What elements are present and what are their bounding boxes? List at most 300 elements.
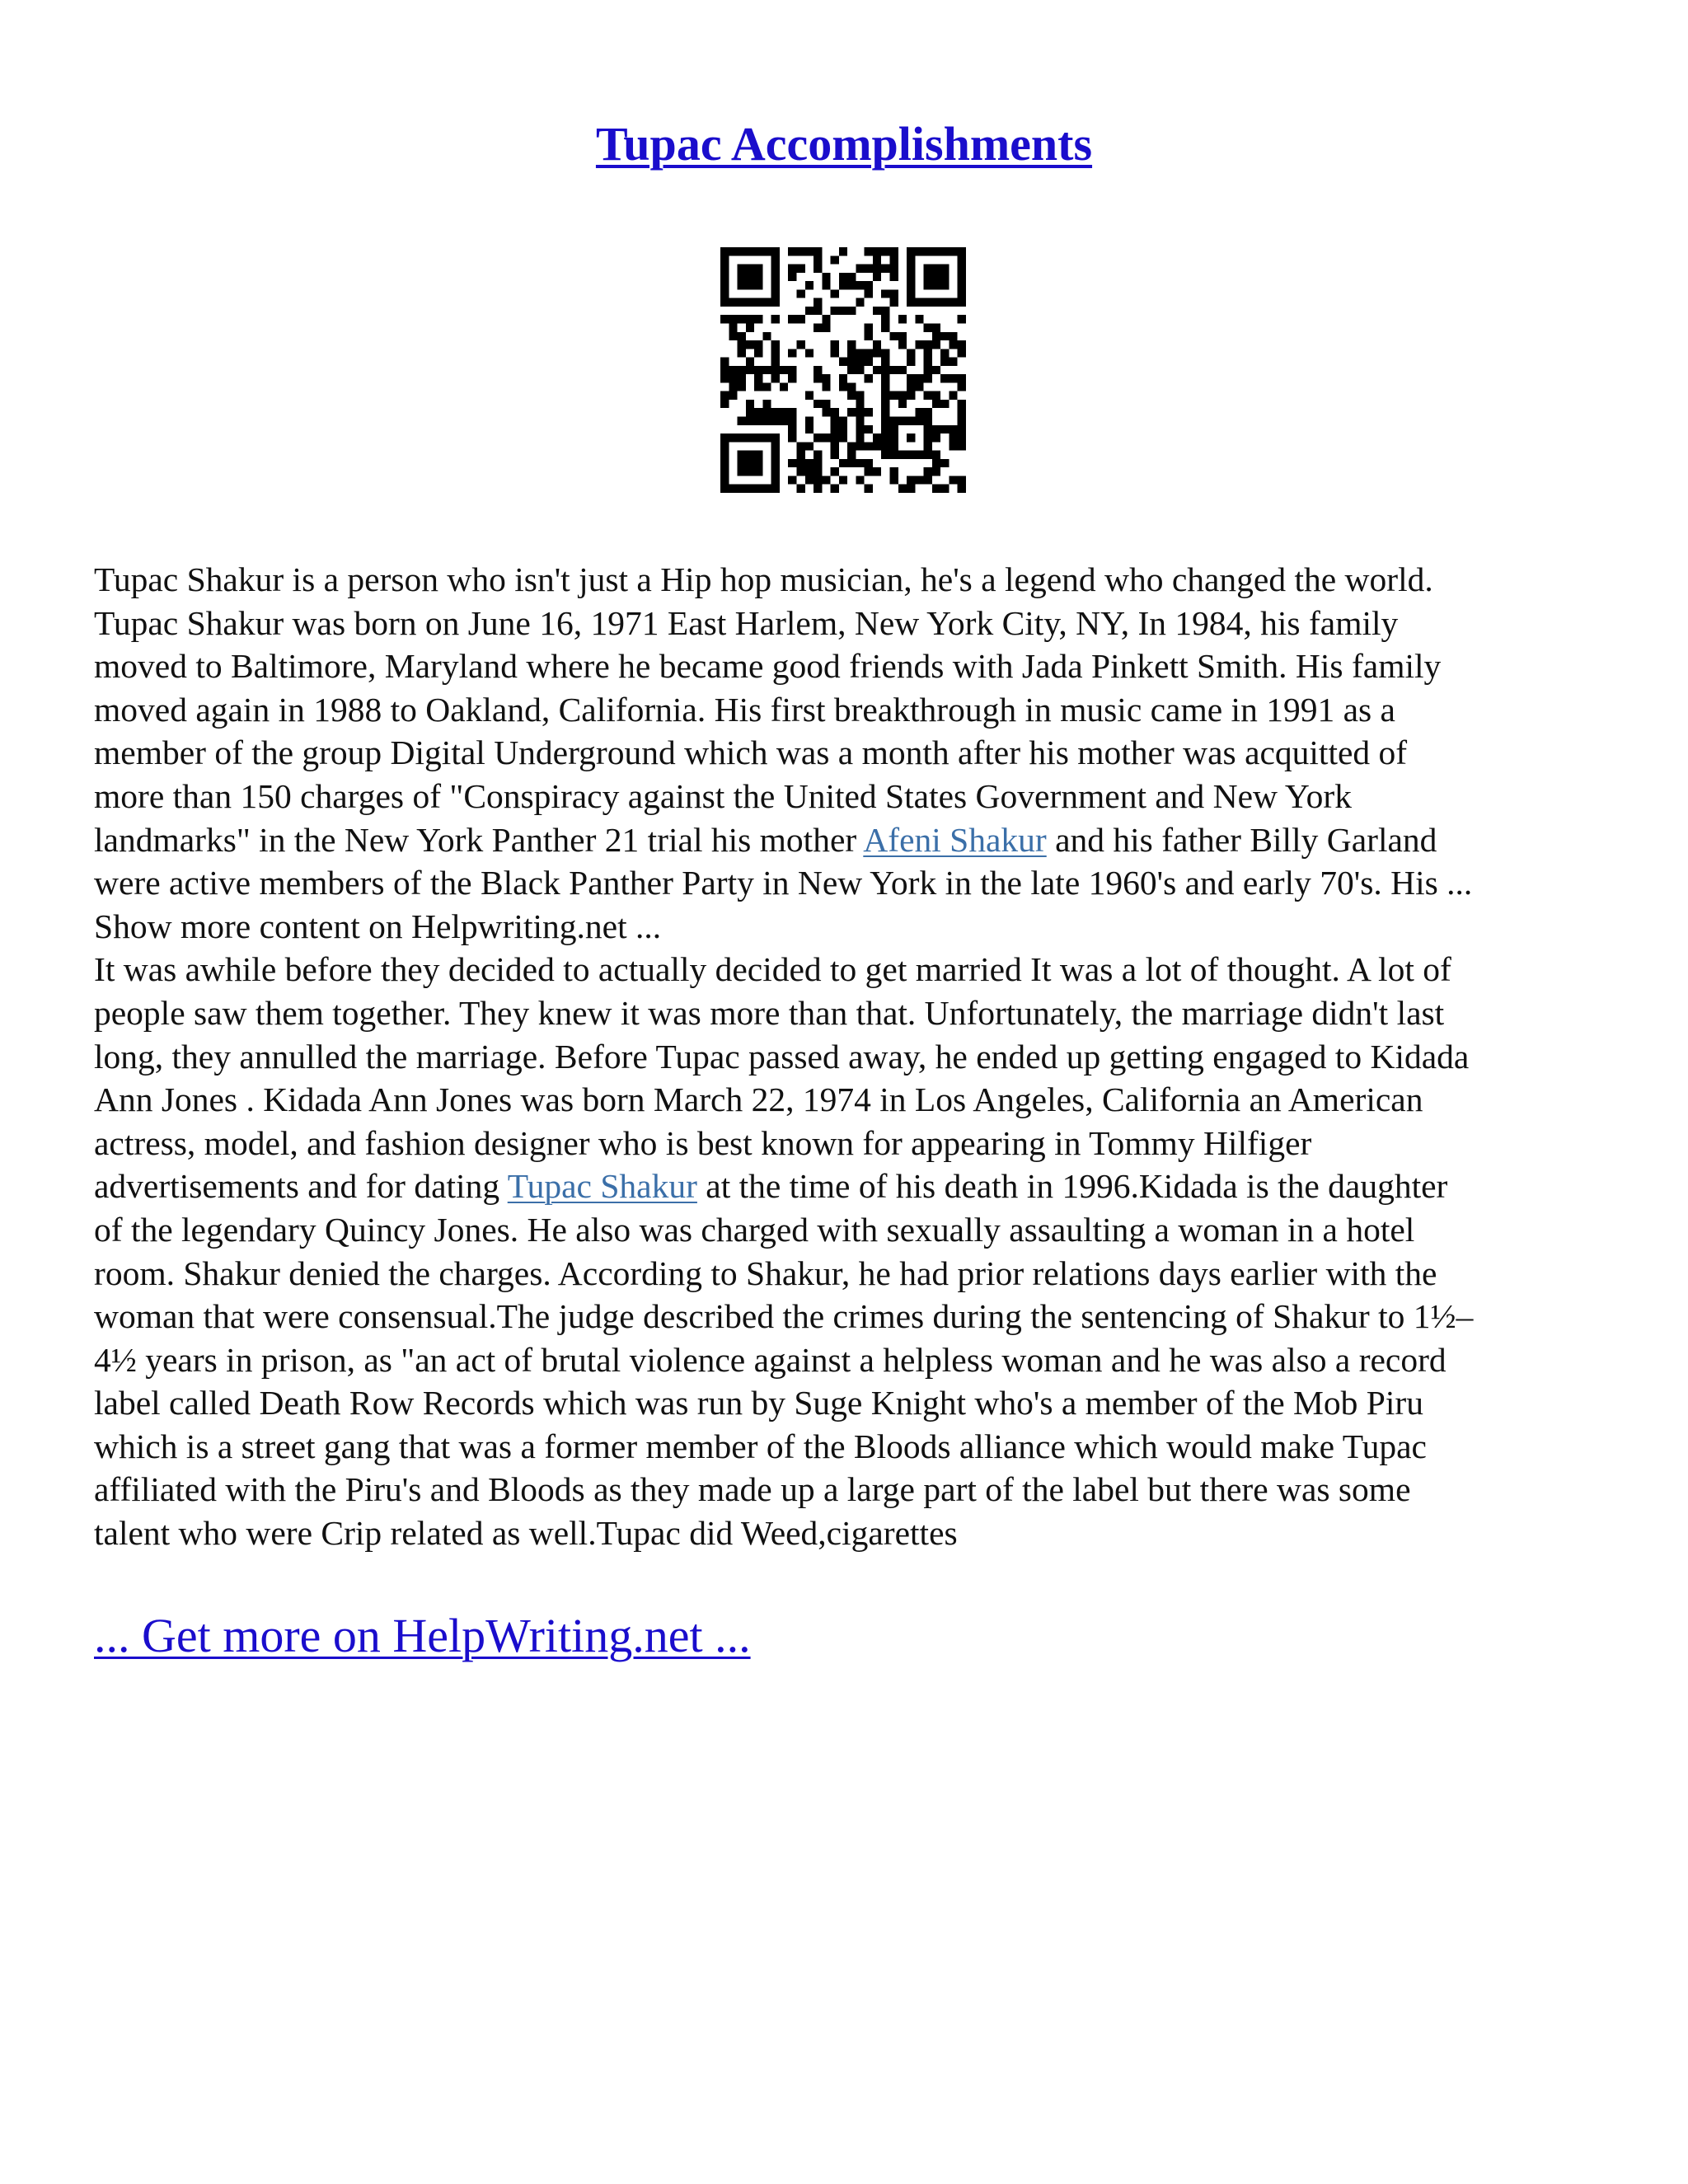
qr-module bbox=[898, 417, 907, 425]
qr-module bbox=[746, 417, 754, 425]
qr-module bbox=[738, 247, 746, 255]
qr-module bbox=[754, 265, 762, 273]
qr-module bbox=[738, 340, 746, 349]
qr-module bbox=[915, 408, 923, 416]
qr-module bbox=[873, 255, 881, 264]
qr-module bbox=[788, 273, 796, 281]
qr-module bbox=[958, 417, 966, 425]
qr-module bbox=[746, 434, 754, 442]
qr-module bbox=[720, 451, 729, 459]
qr-module bbox=[805, 476, 814, 484]
qr-module bbox=[940, 349, 949, 357]
qr-module bbox=[865, 323, 873, 331]
qr-module bbox=[890, 425, 898, 434]
qr-module bbox=[958, 255, 966, 264]
qr-module bbox=[890, 332, 898, 340]
qr-module bbox=[958, 273, 966, 281]
qr-module bbox=[814, 298, 822, 307]
qr-module bbox=[762, 382, 771, 391]
qr-module bbox=[847, 442, 856, 450]
qr-module bbox=[873, 442, 881, 450]
qr-module bbox=[738, 332, 746, 340]
qr-module bbox=[822, 374, 830, 382]
qr-module bbox=[822, 400, 830, 408]
qr-module bbox=[873, 273, 881, 281]
qr-module bbox=[720, 400, 729, 408]
qr-module bbox=[788, 374, 796, 382]
qr-module bbox=[873, 340, 881, 349]
page-title bbox=[0, 115, 1688, 173]
qr-module bbox=[788, 315, 796, 323]
get-more-link[interactable]: ... Get more on HelpWriting.net ... bbox=[94, 1609, 751, 1662]
qr-module bbox=[924, 476, 932, 484]
qr-module bbox=[805, 459, 814, 467]
qr-module bbox=[738, 273, 746, 281]
qr-module bbox=[729, 374, 737, 382]
qr-module bbox=[754, 366, 762, 374]
qr-module bbox=[831, 408, 839, 416]
qr-module bbox=[907, 451, 915, 459]
qr-module bbox=[873, 247, 881, 255]
qr-module bbox=[915, 451, 923, 459]
qr-module bbox=[831, 417, 839, 425]
qr-module bbox=[907, 485, 915, 493]
qr-module bbox=[924, 374, 932, 382]
qr-module bbox=[762, 417, 771, 425]
qr-module bbox=[958, 485, 966, 493]
qr-module bbox=[746, 323, 754, 331]
qr-module bbox=[940, 273, 949, 281]
qr-module bbox=[814, 451, 822, 459]
qr-module bbox=[720, 289, 729, 298]
qr-module bbox=[729, 247, 737, 255]
qr-module bbox=[720, 485, 729, 493]
qr-module bbox=[924, 340, 932, 349]
qr-module bbox=[754, 467, 762, 476]
qr-module bbox=[881, 408, 889, 416]
qr-module bbox=[788, 366, 796, 374]
qr-module bbox=[881, 349, 889, 357]
qr-module bbox=[831, 255, 839, 264]
qr-module bbox=[881, 382, 889, 391]
qr-module bbox=[856, 281, 864, 289]
qr-module bbox=[847, 340, 856, 349]
qr-module bbox=[898, 332, 907, 340]
qr-module bbox=[839, 425, 847, 434]
qr-module bbox=[865, 247, 873, 255]
qr-module bbox=[746, 408, 754, 416]
qr-module bbox=[890, 476, 898, 484]
qr-module bbox=[720, 265, 729, 273]
qr-module bbox=[746, 467, 754, 476]
qr-module bbox=[898, 340, 907, 349]
qr-module bbox=[839, 358, 847, 366]
qr-module bbox=[924, 366, 932, 374]
qr-module bbox=[958, 281, 966, 289]
qr-module bbox=[949, 476, 957, 484]
qr-module bbox=[788, 349, 796, 357]
qr-module bbox=[831, 425, 839, 434]
qr-module bbox=[814, 323, 822, 331]
qr-module bbox=[762, 400, 771, 408]
qr-module bbox=[907, 391, 915, 400]
qr-module bbox=[729, 434, 737, 442]
qr-module bbox=[958, 265, 966, 273]
qr-module bbox=[924, 434, 932, 442]
qr-module bbox=[847, 307, 856, 315]
qr-module bbox=[754, 315, 762, 323]
qr-module bbox=[814, 459, 822, 467]
qr-module bbox=[738, 434, 746, 442]
qr-module bbox=[932, 273, 940, 281]
qr-module bbox=[949, 391, 957, 400]
qr-module bbox=[924, 273, 932, 281]
qr-module bbox=[915, 315, 923, 323]
qr-module bbox=[907, 476, 915, 484]
qr-module bbox=[940, 281, 949, 289]
qr-module bbox=[958, 289, 966, 298]
qr-module bbox=[796, 451, 804, 459]
qr-module bbox=[907, 289, 915, 298]
qr-module bbox=[949, 340, 957, 349]
qr-module bbox=[788, 247, 796, 255]
qr-module bbox=[831, 434, 839, 442]
qr-module bbox=[839, 434, 847, 442]
qr-module bbox=[932, 467, 940, 476]
qr-module bbox=[915, 247, 923, 255]
qr-module bbox=[805, 442, 814, 450]
afeni-shakur-link[interactable]: Afeni Shakur bbox=[863, 820, 1047, 859]
qr-module bbox=[746, 485, 754, 493]
qr-module bbox=[822, 434, 830, 442]
qr-module bbox=[915, 340, 923, 349]
qr-module bbox=[738, 467, 746, 476]
qr-module bbox=[771, 289, 780, 298]
qr-module bbox=[788, 417, 796, 425]
qr-module bbox=[831, 467, 839, 476]
qr-module bbox=[856, 400, 864, 408]
qr-module bbox=[754, 408, 762, 416]
qr-module bbox=[915, 476, 923, 484]
qr-module bbox=[932, 400, 940, 408]
qr-module bbox=[949, 434, 957, 442]
qr-module bbox=[720, 273, 729, 281]
qr-module bbox=[814, 247, 822, 255]
qr-module bbox=[788, 425, 796, 434]
qr-module bbox=[856, 265, 864, 273]
paragraph-1-text-a: Tupac Shakur is a person who isn't just a Hip hop musician, he's a legend who changed the world. Tupac Shakur was born on June 16, 1971 East Harlem, New York City, NY, In 1984, his family moved to Baltimore, Maryland where he became good friends with Jada Pinkett Smith. His family moved again in 1988 to Oakland, California. His first breakthrough in music came in 1991 as a member of the group Digital Underground which was a month after his mother was acquitted of more than 150 charges of "Conspiracy against the United States Government and New York landmarks" in the New York Panther 21 trial his mother bbox=[94, 560, 1442, 859]
qr-module bbox=[729, 382, 737, 391]
qr-module bbox=[865, 467, 873, 476]
qr-module bbox=[873, 467, 881, 476]
qr-module bbox=[915, 417, 923, 425]
qr-module bbox=[873, 265, 881, 273]
qr-module bbox=[847, 408, 856, 416]
qr-module bbox=[907, 281, 915, 289]
qr-module bbox=[890, 255, 898, 264]
qr-module bbox=[831, 289, 839, 298]
qr-module bbox=[856, 408, 864, 416]
qr-module bbox=[839, 247, 847, 255]
qr-module bbox=[881, 307, 889, 315]
qr-module bbox=[805, 307, 814, 315]
qr-module bbox=[847, 382, 856, 391]
qr-module bbox=[865, 265, 873, 273]
qr-module bbox=[762, 434, 771, 442]
qr-module bbox=[856, 349, 864, 357]
qr-module bbox=[856, 442, 864, 450]
qr-module bbox=[890, 391, 898, 400]
qr-module bbox=[940, 358, 949, 366]
qr-module bbox=[738, 374, 746, 382]
qr-module bbox=[890, 247, 898, 255]
qr-module bbox=[831, 340, 839, 349]
qr-module bbox=[856, 459, 864, 467]
qr-module bbox=[729, 485, 737, 493]
qr-module bbox=[754, 485, 762, 493]
qr-module bbox=[915, 374, 923, 382]
qr-module bbox=[771, 315, 780, 323]
qr-module bbox=[839, 476, 847, 484]
qr-module bbox=[865, 358, 873, 366]
qr-module bbox=[822, 476, 830, 484]
qr-module bbox=[762, 332, 771, 340]
qr-module bbox=[856, 366, 864, 374]
qr-module bbox=[865, 349, 873, 357]
qr-module bbox=[881, 442, 889, 450]
qr-module bbox=[831, 485, 839, 493]
qr-module bbox=[771, 255, 780, 264]
qr-module bbox=[865, 425, 873, 434]
qr-module bbox=[738, 298, 746, 307]
qr-module bbox=[890, 442, 898, 450]
qr-module bbox=[822, 323, 830, 331]
qr-module bbox=[873, 434, 881, 442]
qr-module bbox=[865, 442, 873, 450]
qr-module bbox=[754, 382, 762, 391]
qr-module bbox=[881, 451, 889, 459]
qr-module bbox=[796, 467, 804, 476]
qr-module bbox=[805, 467, 814, 476]
qr-module bbox=[754, 298, 762, 307]
qr-module bbox=[814, 400, 822, 408]
qr-module bbox=[881, 289, 889, 298]
qr-module bbox=[720, 358, 729, 366]
qr-module bbox=[738, 485, 746, 493]
qr-module bbox=[822, 281, 830, 289]
qr-module bbox=[856, 298, 864, 307]
qr-module bbox=[847, 451, 856, 459]
qr-module bbox=[729, 323, 737, 331]
qr-module bbox=[839, 281, 847, 289]
qr-module bbox=[932, 366, 940, 374]
qr-module bbox=[738, 417, 746, 425]
qr-module bbox=[881, 374, 889, 382]
qr-module bbox=[762, 485, 771, 493]
qr-module bbox=[924, 358, 932, 366]
qr-module bbox=[788, 408, 796, 416]
qr-module bbox=[958, 315, 966, 323]
qr-module bbox=[720, 315, 729, 323]
qr-module bbox=[907, 298, 915, 307]
paragraph-1-text-b: and his father Billy Garland were active members of the Black Panther Party in New York in the late 1960's and early 70's. His ... Show more content on Helpwriting.net ... bbox=[94, 820, 1473, 945]
qr-module bbox=[890, 273, 898, 281]
qr-module bbox=[932, 451, 940, 459]
qr-module bbox=[881, 323, 889, 331]
qr-module bbox=[720, 298, 729, 307]
qr-module bbox=[762, 298, 771, 307]
qr-module bbox=[771, 442, 780, 450]
qr-module bbox=[746, 340, 754, 349]
qr-module bbox=[771, 340, 780, 349]
qr-module bbox=[907, 265, 915, 273]
qr-module bbox=[907, 247, 915, 255]
qr-module bbox=[890, 298, 898, 307]
qr-module bbox=[788, 476, 796, 484]
qr-module bbox=[839, 374, 847, 382]
qr-module bbox=[720, 281, 729, 289]
qr-module bbox=[746, 273, 754, 281]
qr-module bbox=[907, 358, 915, 366]
qr-module bbox=[738, 281, 746, 289]
qr-module bbox=[907, 374, 915, 382]
qr-module bbox=[932, 265, 940, 273]
qr-module bbox=[788, 459, 796, 467]
qr-module bbox=[762, 408, 771, 416]
qr-module bbox=[898, 451, 907, 459]
qr-module bbox=[771, 485, 780, 493]
qr-module bbox=[746, 366, 754, 374]
qr-module bbox=[898, 400, 907, 408]
qr-code-graphic bbox=[720, 247, 966, 493]
qr-module bbox=[898, 366, 907, 374]
qr-module bbox=[754, 340, 762, 349]
qr-module bbox=[898, 485, 907, 493]
qr-module bbox=[754, 434, 762, 442]
qr-module bbox=[907, 382, 915, 391]
qr-module bbox=[924, 247, 932, 255]
qr-module bbox=[796, 459, 804, 467]
qr-module bbox=[754, 417, 762, 425]
qr-module bbox=[881, 434, 889, 442]
qr-module bbox=[958, 434, 966, 442]
qr-module bbox=[907, 255, 915, 264]
qr-module bbox=[788, 434, 796, 442]
qr-module bbox=[865, 408, 873, 416]
qr-module bbox=[738, 366, 746, 374]
qr-module bbox=[720, 374, 729, 382]
qr-module bbox=[873, 366, 881, 374]
title-link[interactable]: Tupac Accomplishments bbox=[595, 117, 1093, 171]
qr-module bbox=[771, 349, 780, 357]
qr-module bbox=[814, 366, 822, 374]
qr-module bbox=[856, 425, 864, 434]
qr-module bbox=[873, 349, 881, 357]
qr-module bbox=[814, 255, 822, 264]
qr-module bbox=[729, 366, 737, 374]
qr-module bbox=[949, 425, 957, 434]
qr-module bbox=[915, 298, 923, 307]
qr-module bbox=[907, 273, 915, 281]
qr-module bbox=[932, 459, 940, 467]
qr-module bbox=[771, 417, 780, 425]
qr-module bbox=[780, 417, 788, 425]
qr-module bbox=[771, 374, 780, 382]
qr-module bbox=[780, 408, 788, 416]
qr-module bbox=[958, 374, 966, 382]
qr-module bbox=[771, 273, 780, 281]
qr-module bbox=[796, 247, 804, 255]
qr-module bbox=[940, 485, 949, 493]
qr-module bbox=[932, 434, 940, 442]
qr-module bbox=[924, 349, 932, 357]
qr-module bbox=[924, 442, 932, 450]
qr-module bbox=[915, 382, 923, 391]
qr-module bbox=[924, 408, 932, 416]
qr-module bbox=[814, 485, 822, 493]
qr-module bbox=[865, 281, 873, 289]
qr-module bbox=[796, 265, 804, 273]
qr-module bbox=[754, 349, 762, 357]
qr-module bbox=[881, 366, 889, 374]
qr-module bbox=[754, 451, 762, 459]
qr-module bbox=[958, 408, 966, 416]
qr-module bbox=[949, 358, 957, 366]
qr-module bbox=[746, 315, 754, 323]
tupac-shakur-link[interactable]: Tupac Shakur bbox=[507, 1167, 697, 1206]
qr-module bbox=[907, 417, 915, 425]
qr-module bbox=[771, 247, 780, 255]
qr-module bbox=[746, 265, 754, 273]
paragraph-2-text-b: at the time of his death in 1996.Kidada is the daughter of the legendary Quincy Jones. He also was charged with sexually assaulting a woman in a hotel room. Shakur denied the charges. According to Shakur, he had prior relations days earlier with the woman that were consensual.The judge described the crimes during the sentencing of Shakur to 1½– 4½ years in prison, as "an act of brutal violence against a helpless woman and he was also a record label called Death Row Records which was run by Suge Knight who's a member of the Mob Piru which is a street gang that was a former member of the Bloods alliance which would make Tupac affiliated with the Piru's and Bloods as they made up a large part of the label but there was some talent who were Crip related as well.Tupac did Weed,cigarettes bbox=[94, 1167, 1474, 1553]
qr-module bbox=[839, 382, 847, 391]
qr-module bbox=[890, 451, 898, 459]
qr-module bbox=[780, 382, 788, 391]
qr-module bbox=[831, 349, 839, 357]
qr-module bbox=[847, 391, 856, 400]
qr-module bbox=[746, 459, 754, 467]
qr-module bbox=[881, 391, 889, 400]
qr-module bbox=[720, 366, 729, 374]
qr-module bbox=[771, 434, 780, 442]
qr-module bbox=[720, 434, 729, 442]
qr-module bbox=[796, 340, 804, 349]
qr-module bbox=[738, 349, 746, 357]
qr-module bbox=[924, 281, 932, 289]
qr-module bbox=[720, 391, 729, 400]
qr-module bbox=[771, 476, 780, 484]
qr-module bbox=[814, 434, 822, 442]
qr-module bbox=[738, 265, 746, 273]
qr-module bbox=[720, 442, 729, 450]
qr-module bbox=[949, 442, 957, 450]
qr-module bbox=[924, 323, 932, 331]
qr-module bbox=[822, 273, 830, 281]
qr-module bbox=[932, 298, 940, 307]
qr-module bbox=[932, 323, 940, 331]
qr-module bbox=[856, 434, 864, 442]
qr-module bbox=[881, 417, 889, 425]
qr-module bbox=[873, 307, 881, 315]
qr-module bbox=[805, 349, 814, 357]
qr-module bbox=[932, 485, 940, 493]
qr-module bbox=[847, 281, 856, 289]
qr-module bbox=[907, 349, 915, 357]
qr-module bbox=[831, 451, 839, 459]
qr-module bbox=[865, 289, 873, 298]
qr-module bbox=[924, 265, 932, 273]
qr-module bbox=[814, 307, 822, 315]
